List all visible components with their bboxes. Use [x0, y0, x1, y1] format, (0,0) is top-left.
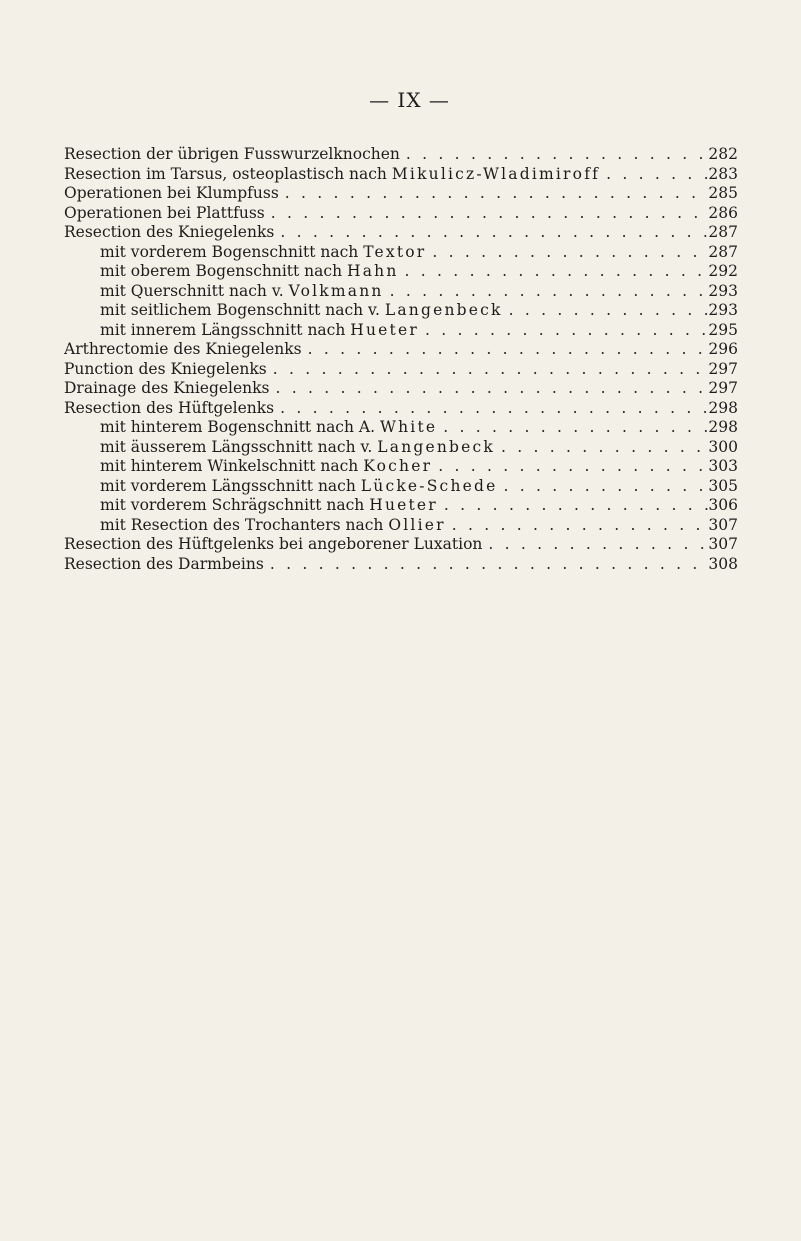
toc-leader-dots: [503, 301, 708, 321]
toc-entry-page: 297: [708, 359, 738, 378]
toc-entry: [64, 477, 738, 497]
toc-entry-title: [64, 535, 482, 555]
toc-entry: [64, 438, 738, 458]
toc-entry-text: Resection des Hüftgelenks bei angeborener Luxation: [64, 535, 483, 553]
toc-entry-author: White: [379, 418, 438, 436]
toc-entry: [64, 457, 738, 477]
toc-entry: [64, 516, 738, 536]
toc-entry: [64, 301, 738, 321]
toc-leader-dots: [426, 243, 708, 263]
toc-entry: [64, 165, 738, 185]
toc-leader-dots: [400, 145, 708, 165]
toc-entry: [64, 535, 738, 555]
toc-entry: [64, 360, 738, 380]
toc-entry-title: [64, 145, 400, 165]
toc-entry-page: 287: [708, 223, 738, 241]
toc-entry-page: 298: [708, 398, 738, 417]
toc-entry-title: [64, 477, 498, 497]
toc-entry-text: mit hinterem Winkelschnitt nach: [100, 457, 359, 475]
toc-entry-title: [64, 321, 419, 341]
toc-entry-author: Ollier: [388, 515, 446, 534]
toc-entry-page: 303: [708, 457, 738, 475]
toc-entry-text: mit Resection des Trochanters nach: [100, 515, 384, 534]
toc-entry-page: 287: [708, 242, 738, 261]
toc-entry-author: Mikulicz-Wladimiroff: [391, 164, 601, 183]
toc-entry-page: 307: [708, 535, 738, 553]
toc-entry-author: Lücke-Schede: [360, 476, 498, 495]
toc-entry-title: [64, 262, 399, 282]
toc-leader-dots: [264, 555, 708, 575]
toc-entry: [64, 399, 738, 419]
toc-entry: [64, 340, 738, 360]
toc-entry-author: Langenbeck: [384, 301, 503, 319]
toc-leader-dots: [498, 477, 709, 497]
toc-entry: [64, 418, 738, 438]
toc-entry-text: mit oberem Bogenschnitt nach: [100, 262, 343, 280]
toc-leader-dots: [274, 399, 708, 419]
toc-entry: [64, 243, 738, 263]
toc-entry-text: mit Querschnitt nach v.: [100, 281, 284, 300]
toc-entry-title: [64, 516, 446, 536]
toc-entry-text: mit äusserem Längsschnitt nach v.: [100, 437, 373, 456]
toc-entry-text: Resection des Darmbeins: [64, 554, 264, 573]
table-of-contents: [64, 145, 738, 574]
toc-entry-title: [64, 282, 384, 302]
toc-leader-dots: [267, 360, 708, 380]
toc-entry: [64, 282, 738, 302]
toc-leader-dots: [495, 438, 708, 458]
toc-entry-page: 293: [708, 301, 738, 319]
toc-entry-page: 296: [708, 340, 738, 358]
toc-entry-text: mit seitlichem Bogenschnitt nach v.: [100, 301, 380, 319]
toc-entry-page: 293: [708, 281, 738, 300]
toc-entry-text: Operationen bei Klumpfuss: [64, 184, 279, 202]
toc-entry-page: 297: [708, 379, 738, 397]
toc-entry-title: [64, 223, 274, 243]
toc-entry-title: [64, 165, 600, 185]
toc-entry-author: Volkmann: [288, 281, 384, 300]
toc-entry-page: 282: [708, 145, 738, 163]
toc-leader-dots: [432, 457, 708, 477]
toc-entry-text: mit vorderem Längsschnitt nach: [100, 476, 356, 495]
toc-entry-page: 286: [708, 203, 738, 222]
toc-entry: [64, 555, 738, 575]
toc-entry-title: [64, 184, 279, 204]
toc-entry: [64, 321, 738, 341]
page-number-header: — IX —: [369, 88, 450, 112]
toc-entry-text: Resection des Hüftgelenks: [64, 398, 275, 417]
toc-entry-author: Textor: [363, 242, 427, 261]
toc-leader-dots: [446, 516, 708, 536]
toc-entry-page: 283: [708, 164, 738, 183]
toc-leader-dots: [302, 340, 708, 360]
toc-leader-dots: [482, 535, 708, 555]
toc-entry-text: mit vorderem Schrägschnitt nach: [100, 496, 365, 514]
toc-entry-title: [64, 301, 503, 321]
toc-entry-title: [64, 496, 438, 516]
toc-entry-title: [64, 438, 495, 458]
toc-entry: [64, 379, 738, 399]
toc-entry-text: Punction des Kniegelenks: [64, 359, 267, 378]
toc-entry-page: 298: [708, 418, 738, 436]
toc-entry-page: 300: [708, 437, 738, 456]
toc-leader-dots: [600, 165, 708, 185]
toc-entry-page: 308: [708, 554, 738, 573]
toc-entry-text: mit hinterem Bogenschnitt nach A.: [100, 418, 376, 436]
toc-entry-author: Hahn: [347, 262, 399, 280]
toc-entry: [64, 223, 738, 243]
toc-entry-text: mit innerem Längsschnitt nach: [100, 320, 346, 339]
toc-entry-text: mit vorderem Bogenschnitt nach: [100, 242, 359, 261]
toc-entry-page: 305: [708, 476, 738, 495]
toc-entry-title: [64, 340, 302, 360]
toc-entry-text: Arthrectomie des Kniegelenks: [64, 340, 302, 358]
toc-leader-dots: [437, 418, 708, 438]
toc-entry-title: [64, 399, 274, 419]
toc-leader-dots: [384, 282, 708, 302]
toc-entry: [64, 184, 738, 204]
toc-entry-page: 292: [708, 262, 738, 280]
toc-leader-dots: [419, 321, 708, 341]
toc-entry-author: Hueter: [369, 496, 438, 514]
toc-entry-page: 295: [708, 320, 738, 339]
toc-entry-page: 285: [708, 184, 738, 202]
toc-leader-dots: [399, 262, 708, 282]
toc-leader-dots: [274, 223, 708, 243]
toc-entry-page: 306: [708, 496, 738, 514]
toc-leader-dots: [438, 496, 708, 516]
toc-entry: [64, 262, 738, 282]
toc-leader-dots: [265, 204, 708, 224]
toc-entry-text: Resection der übrigen Fusswurzelknochen: [64, 145, 400, 163]
toc-entry-text: Resection im Tarsus, osteoplastisch nach: [64, 164, 387, 183]
toc-entry-title: [64, 360, 267, 380]
toc-entry-title: [64, 379, 270, 399]
toc-entry-author: Hueter: [350, 320, 419, 339]
toc-entry-title: [64, 204, 265, 224]
toc-leader-dots: [270, 379, 708, 399]
toc-entry-page: 307: [708, 515, 738, 534]
toc-entry: [64, 145, 738, 165]
toc-leader-dots: [279, 184, 708, 204]
toc-entry-title: [64, 555, 264, 575]
toc-entry: [64, 496, 738, 516]
toc-entry-title: [64, 418, 437, 438]
toc-entry-title: [64, 457, 432, 477]
toc-entry-author: Langenbeck: [377, 437, 496, 456]
toc-entry-text: Resection des Kniegelenks: [64, 223, 275, 241]
toc-entry: [64, 204, 738, 224]
toc-entry-text: Drainage des Kniegelenks: [64, 379, 270, 397]
toc-entry-author: Kocher: [363, 457, 433, 475]
toc-entry-text: Operationen bei Plattfuss: [64, 203, 265, 222]
toc-entry-title: [64, 243, 426, 263]
